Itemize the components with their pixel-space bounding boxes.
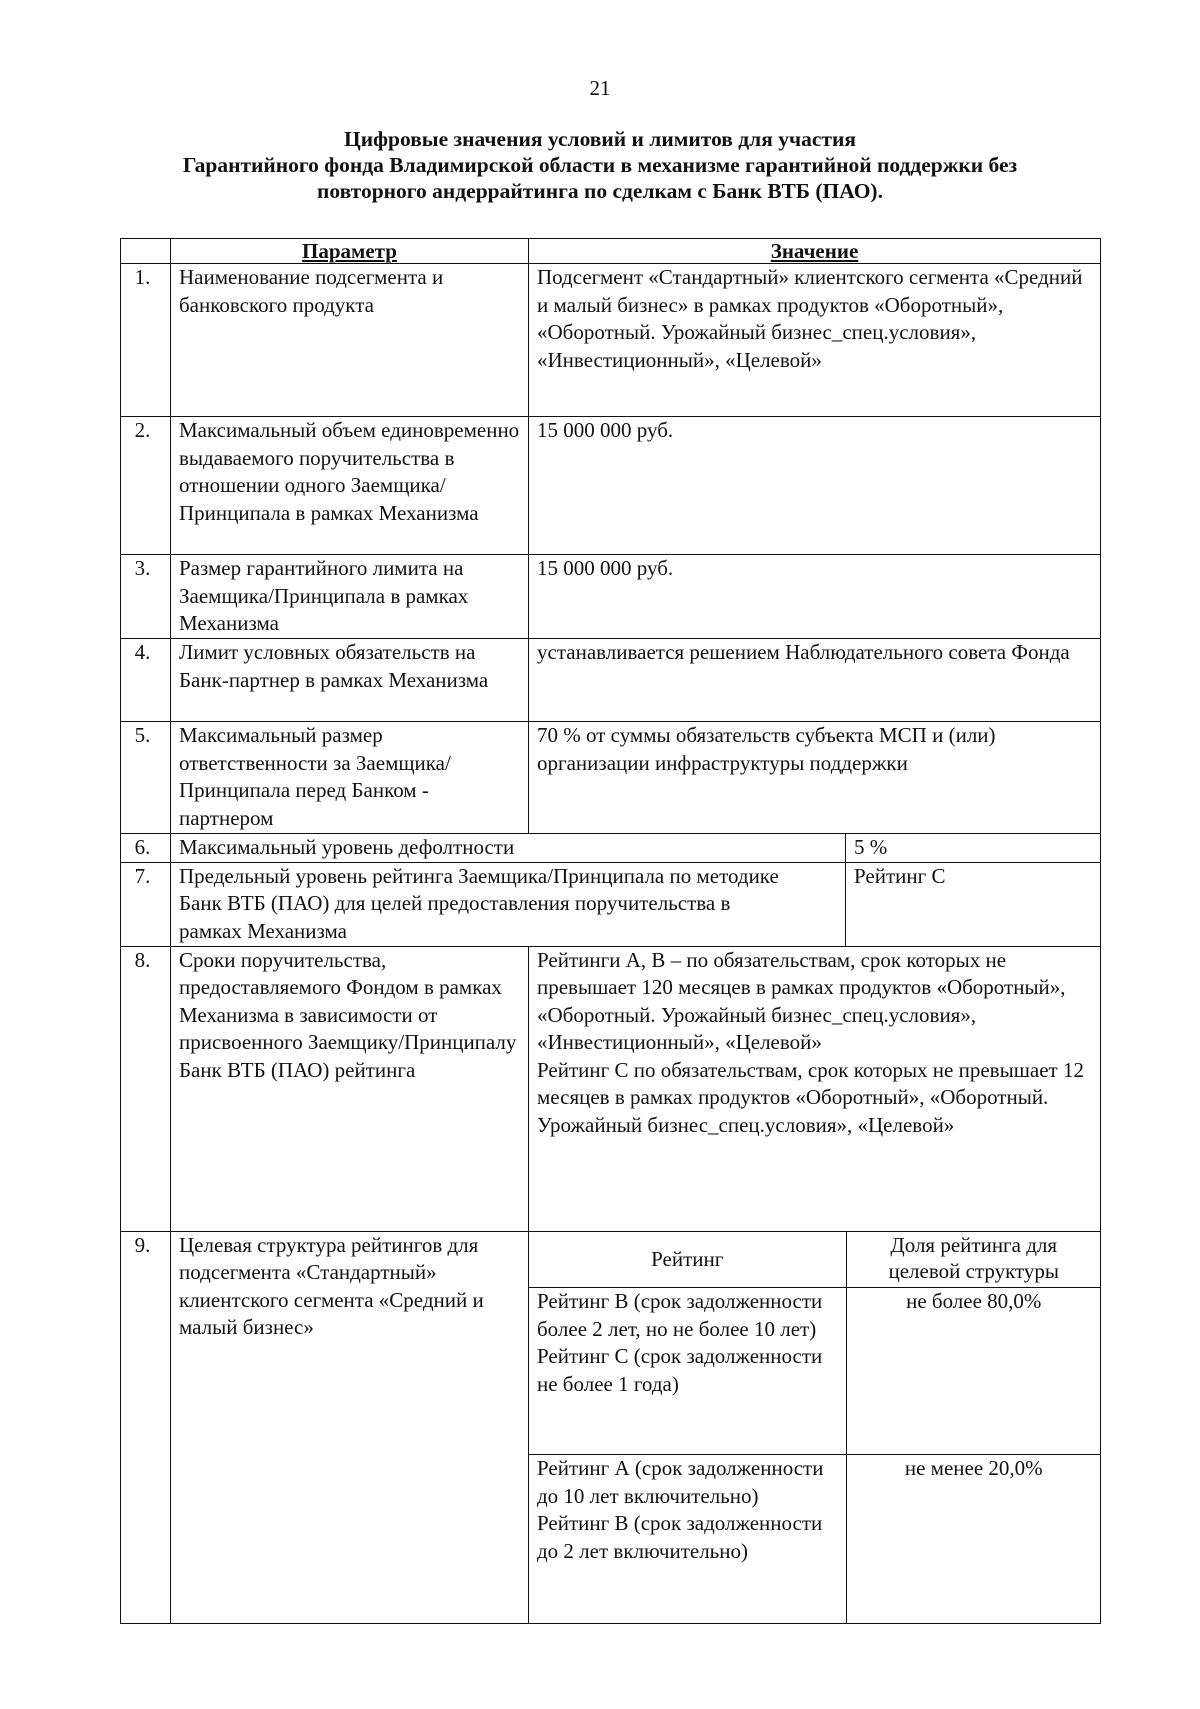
rating-cell [529, 1455, 846, 1623]
rating-line-2: Рейтинг С (срок задолженности не более 1 года) [537, 1344, 823, 1396]
row-param: Целевая структура рейтингов для подсегмента «Стандартный» клиентского сегмента «Средний и малый бизнес» [171, 1231, 529, 1623]
row-value-part-1: Рейтинги А, В – по обязательствам, срок которых не превышает 120 месяцев в рамках продуктов «Оборотный», «Оборотный. Урожайный бизнес_спец.условия», «Инвестиционный», «Целевой» [537, 947, 1066, 1054]
row-value: Подсегмент «Стандартный» клиентского сегмента «Средний и малый бизнес» в рамках продуктов «Оборотный», «Оборотный. Урожайный бизнес_спец.условия», «Инвестиционный», «Целевой» [529, 264, 1101, 417]
rating-line-1: Рейтинг В (срок задолженности более 2 лет, но не более 10 лет) [537, 1289, 823, 1341]
row-value: 70 % от суммы обязательств субъекта МСП и (или) организации инфраструктуры поддержки [529, 722, 1101, 834]
share-header: Доля рейтинга для целевой структуры [846, 1232, 1101, 1288]
rating-row [529, 1288, 1101, 1455]
table-row [121, 264, 1101, 417]
header-param: Параметр [171, 239, 529, 264]
row-number: 6. [121, 834, 171, 863]
row-param: Сроки поручительства, предоставляемого Фондом в рамках Механизма в зависимости от присвоенного Заемщику/Принципалу Банк ВТБ (ПАО) рейтинга [171, 946, 529, 1231]
rating-structure-cell [529, 1231, 1101, 1623]
row-number: 4. [121, 639, 171, 722]
table-row [121, 862, 1101, 946]
row-value [529, 946, 1101, 1231]
table-row [121, 1231, 1101, 1623]
table-row [121, 639, 1101, 722]
header-value: Значение [529, 239, 1101, 264]
title-line-1: Цифровые значения условий и лимитов для участия [344, 127, 856, 151]
table-row [121, 555, 1101, 639]
row-value: устанавливается решением Наблюдательного совета Фонда [529, 639, 1101, 722]
row-number: 8. [121, 946, 171, 1231]
table-row [121, 417, 1101, 555]
row-number: 2. [121, 417, 171, 555]
document-title [120, 126, 1080, 204]
header-num-cell [121, 239, 171, 264]
table-header-row [121, 239, 1101, 264]
row-number: 3. [121, 555, 171, 639]
row-param: Максимальный объем единовременно выдаваемого поручительства в отношении одного Заемщика/Принципала в рамках Механизма [171, 417, 529, 555]
row-value: 15 000 000 руб. [529, 555, 1101, 639]
rating-header: Рейтинг [529, 1232, 846, 1288]
row-param: Предельный уровень рейтинга Заемщика/Принципала по методике Банк ВТБ (ПАО) для целей предоставления поручительства в рамках Механизма [171, 862, 846, 946]
row-value: 15 000 000 руб. [529, 417, 1101, 555]
title-line-3: повторного андеррайтинга по сделкам с Банк ВТБ (ПАО). [317, 179, 883, 203]
row-value-part-2: Рейтинг С по обязательствам, срок которых не превышает 12 месяцев в рамках продуктов «Оборотный», «Оборотный. Урожайный бизнес_спец.условия», «Целевой» [537, 1057, 1084, 1137]
table-row [121, 834, 1101, 863]
rating-cell [529, 1288, 846, 1455]
row-param: Наименование подсегмента и банковского продукта [171, 264, 529, 417]
rating-structure-table [529, 1232, 1101, 1623]
page-number: 21 [589, 76, 611, 100]
row-value: 5 % [846, 834, 1101, 863]
row-param: Лимит условных обязательств на Банк-партнер в рамках Механизма [171, 639, 529, 722]
table-row [121, 722, 1101, 834]
conditions-table [120, 238, 1101, 1624]
rating-row [529, 1455, 1101, 1623]
row-param: Максимальный уровень дефолтности [171, 834, 846, 863]
row-value: Рейтинг С [846, 862, 1101, 946]
rating-header-row [529, 1232, 1101, 1288]
row-param: Размер гарантийного лимита на Заемщика/Принципала в рамках Механизма [171, 555, 529, 639]
share-cell: не менее 20,0% [846, 1455, 1101, 1623]
row-number: 7. [121, 862, 171, 946]
row-number: 1. [121, 264, 171, 417]
table-row [121, 946, 1101, 1231]
row-number: 9. [121, 1231, 171, 1623]
title-line-2: Гарантийного фонда Владимирской области в механизме гарантийной поддержки без [182, 153, 1018, 177]
row-number: 5. [121, 722, 171, 834]
row-param: Максимальный размер ответственности за Заемщика/Принципала перед Банком - партнером [171, 722, 529, 834]
rating-line-2: Рейтинг В (срок задолженности до 2 лет включительно) [537, 1511, 823, 1563]
rating-line-1: Рейтинг А (срок задолженности до 10 лет включительно) [537, 1456, 824, 1508]
share-cell: не более 80,0% [846, 1288, 1101, 1455]
